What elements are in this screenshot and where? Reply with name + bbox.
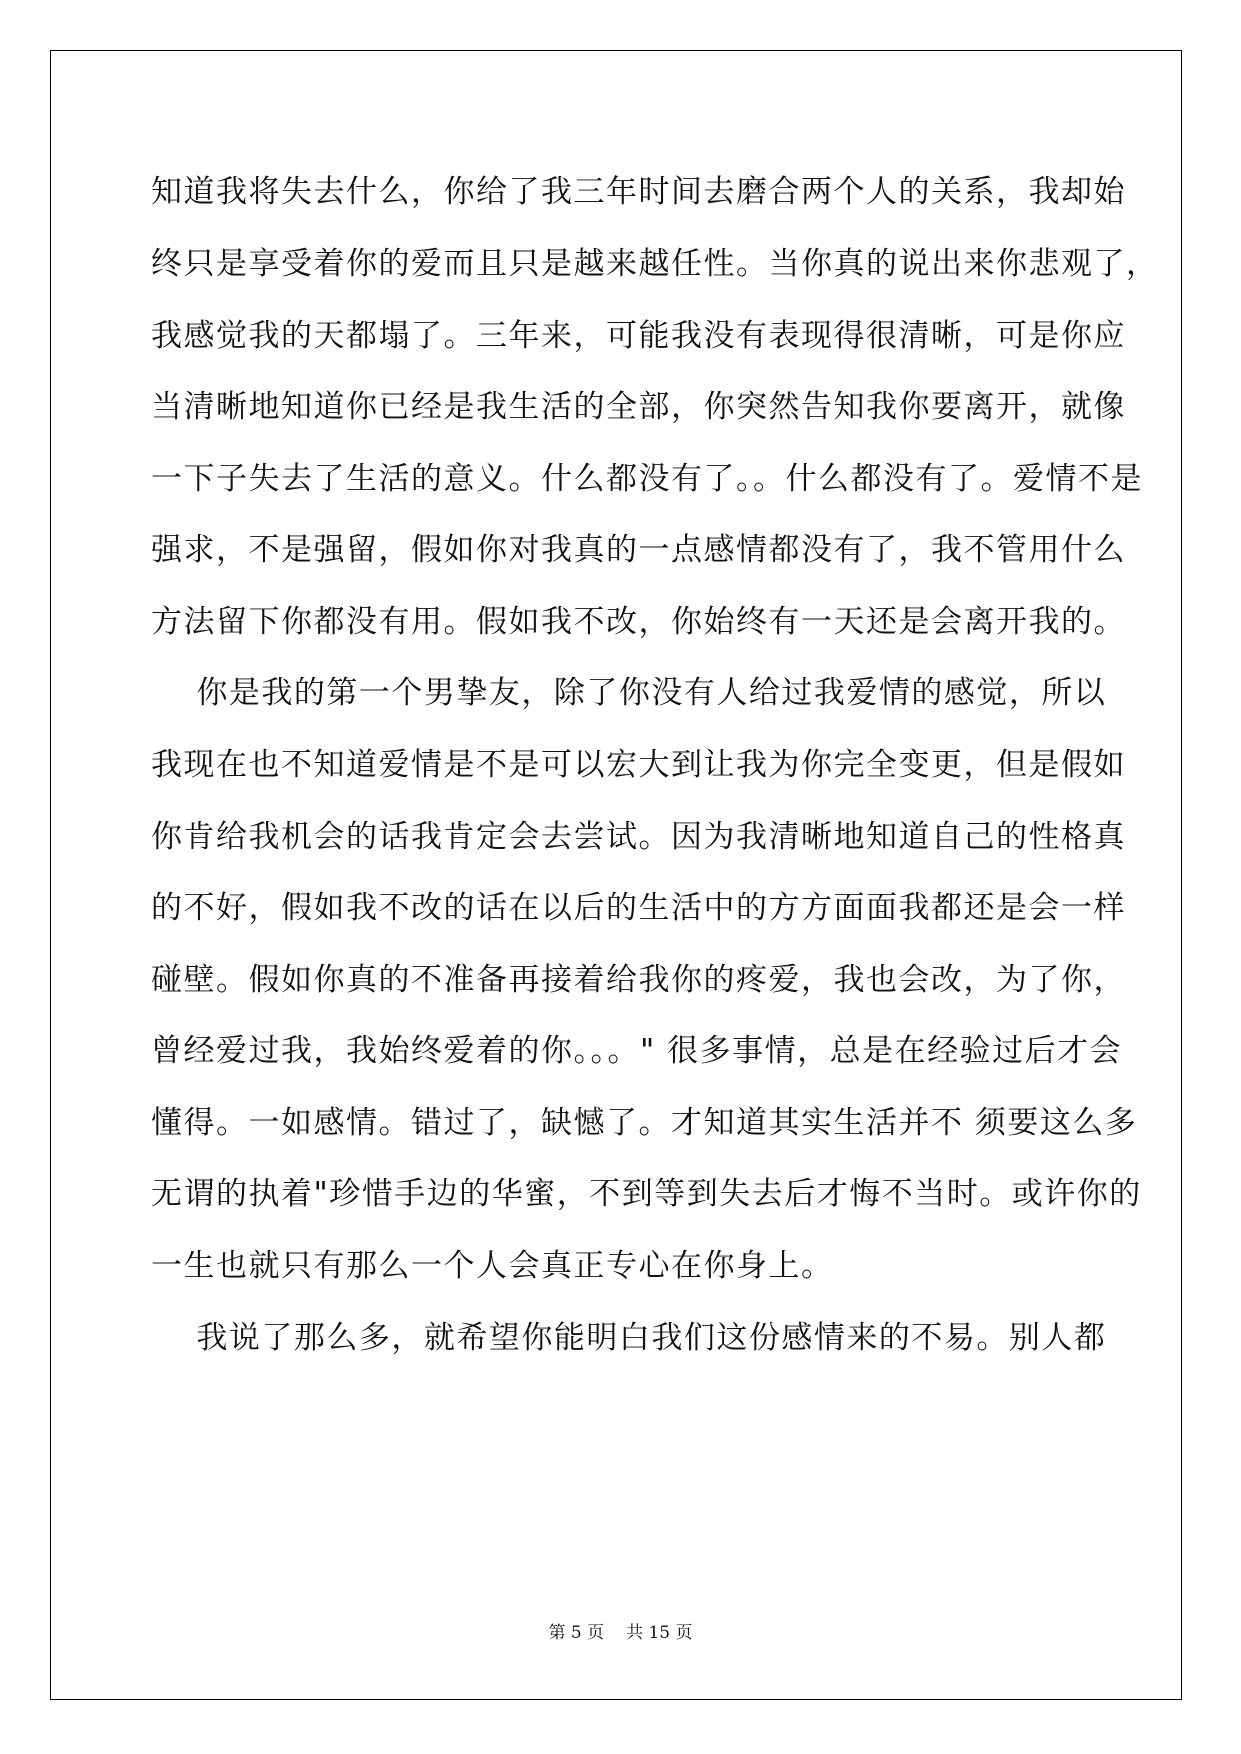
text-line: 强求，不是强留，假如你对我真的一点感情都没有了，我不管用什么 bbox=[151, 532, 1126, 568]
text-line: 我感觉我的天都塌了。三年来，可能我没有表现得很清晰，可是你应 bbox=[151, 318, 1126, 354]
text-line: 无谓的执着"珍惜手边的华蜜，不到等到失去后才悔不当时。或许你的 bbox=[151, 1176, 1142, 1212]
page-total: 共 15 页 bbox=[626, 1623, 693, 1643]
text-line: 一生也就只有那么一个人会真正专心在你身上。 bbox=[151, 1248, 834, 1284]
text-line: 我现在也不知道爱情是不是可以宏大到让我为你完全变更，但是假如 bbox=[151, 747, 1126, 783]
text-line: 碰壁。假如你真的不准备再接着给我你的疼爱，我也会改，为了你， bbox=[151, 962, 1126, 998]
text-line: 曾经爱过我，我始终爱着的你。。。" 很多事情，总是在经验过后才会 bbox=[151, 1033, 1123, 1069]
text-line: 懂得。一如感情。错过了，缺憾了。才知道其实生活并不 须要这么多 bbox=[151, 1105, 1138, 1141]
page-border bbox=[50, 50, 1182, 1700]
text-line: 你肯给我机会的话我肯定会去尝试。因为我清晰地知道自己的性格真 bbox=[151, 819, 1126, 855]
page-number: 第 5 页 bbox=[548, 1623, 605, 1643]
text-line: 方法留下你都没有用。假如我不改，你始终有一天还是会离开我的。 bbox=[151, 604, 1126, 640]
text-line: 你是我的第一个男挚友，除了你没有人给过我爱情的感觉，所以 bbox=[151, 675, 1107, 711]
page-footer bbox=[0, 1618, 1241, 1643]
text-line: 知道我将失去什么，你给了我三年时间去磨合两个人的关系，我却始 bbox=[151, 174, 1126, 210]
text-line: 一下子失去了生活的意义。什么都没有了。。什么都没有了。爱情不是 bbox=[151, 461, 1143, 497]
text-line: 我说了那么多，就希望你能明白我们这份感情来的不易。别人都 bbox=[151, 1320, 1107, 1356]
text-line: 的不好，假如我不改的话在以后的生活中的方方面面我都还是会一样 bbox=[151, 890, 1126, 926]
text-line: 当清晰地知道你已经是我生活的全部，你突然告知我你要离开，就像 bbox=[151, 389, 1126, 425]
text-line: 终只是享受着你的爱而且只是越来越任性。当你真的说出来你悲观了， bbox=[151, 246, 1159, 282]
